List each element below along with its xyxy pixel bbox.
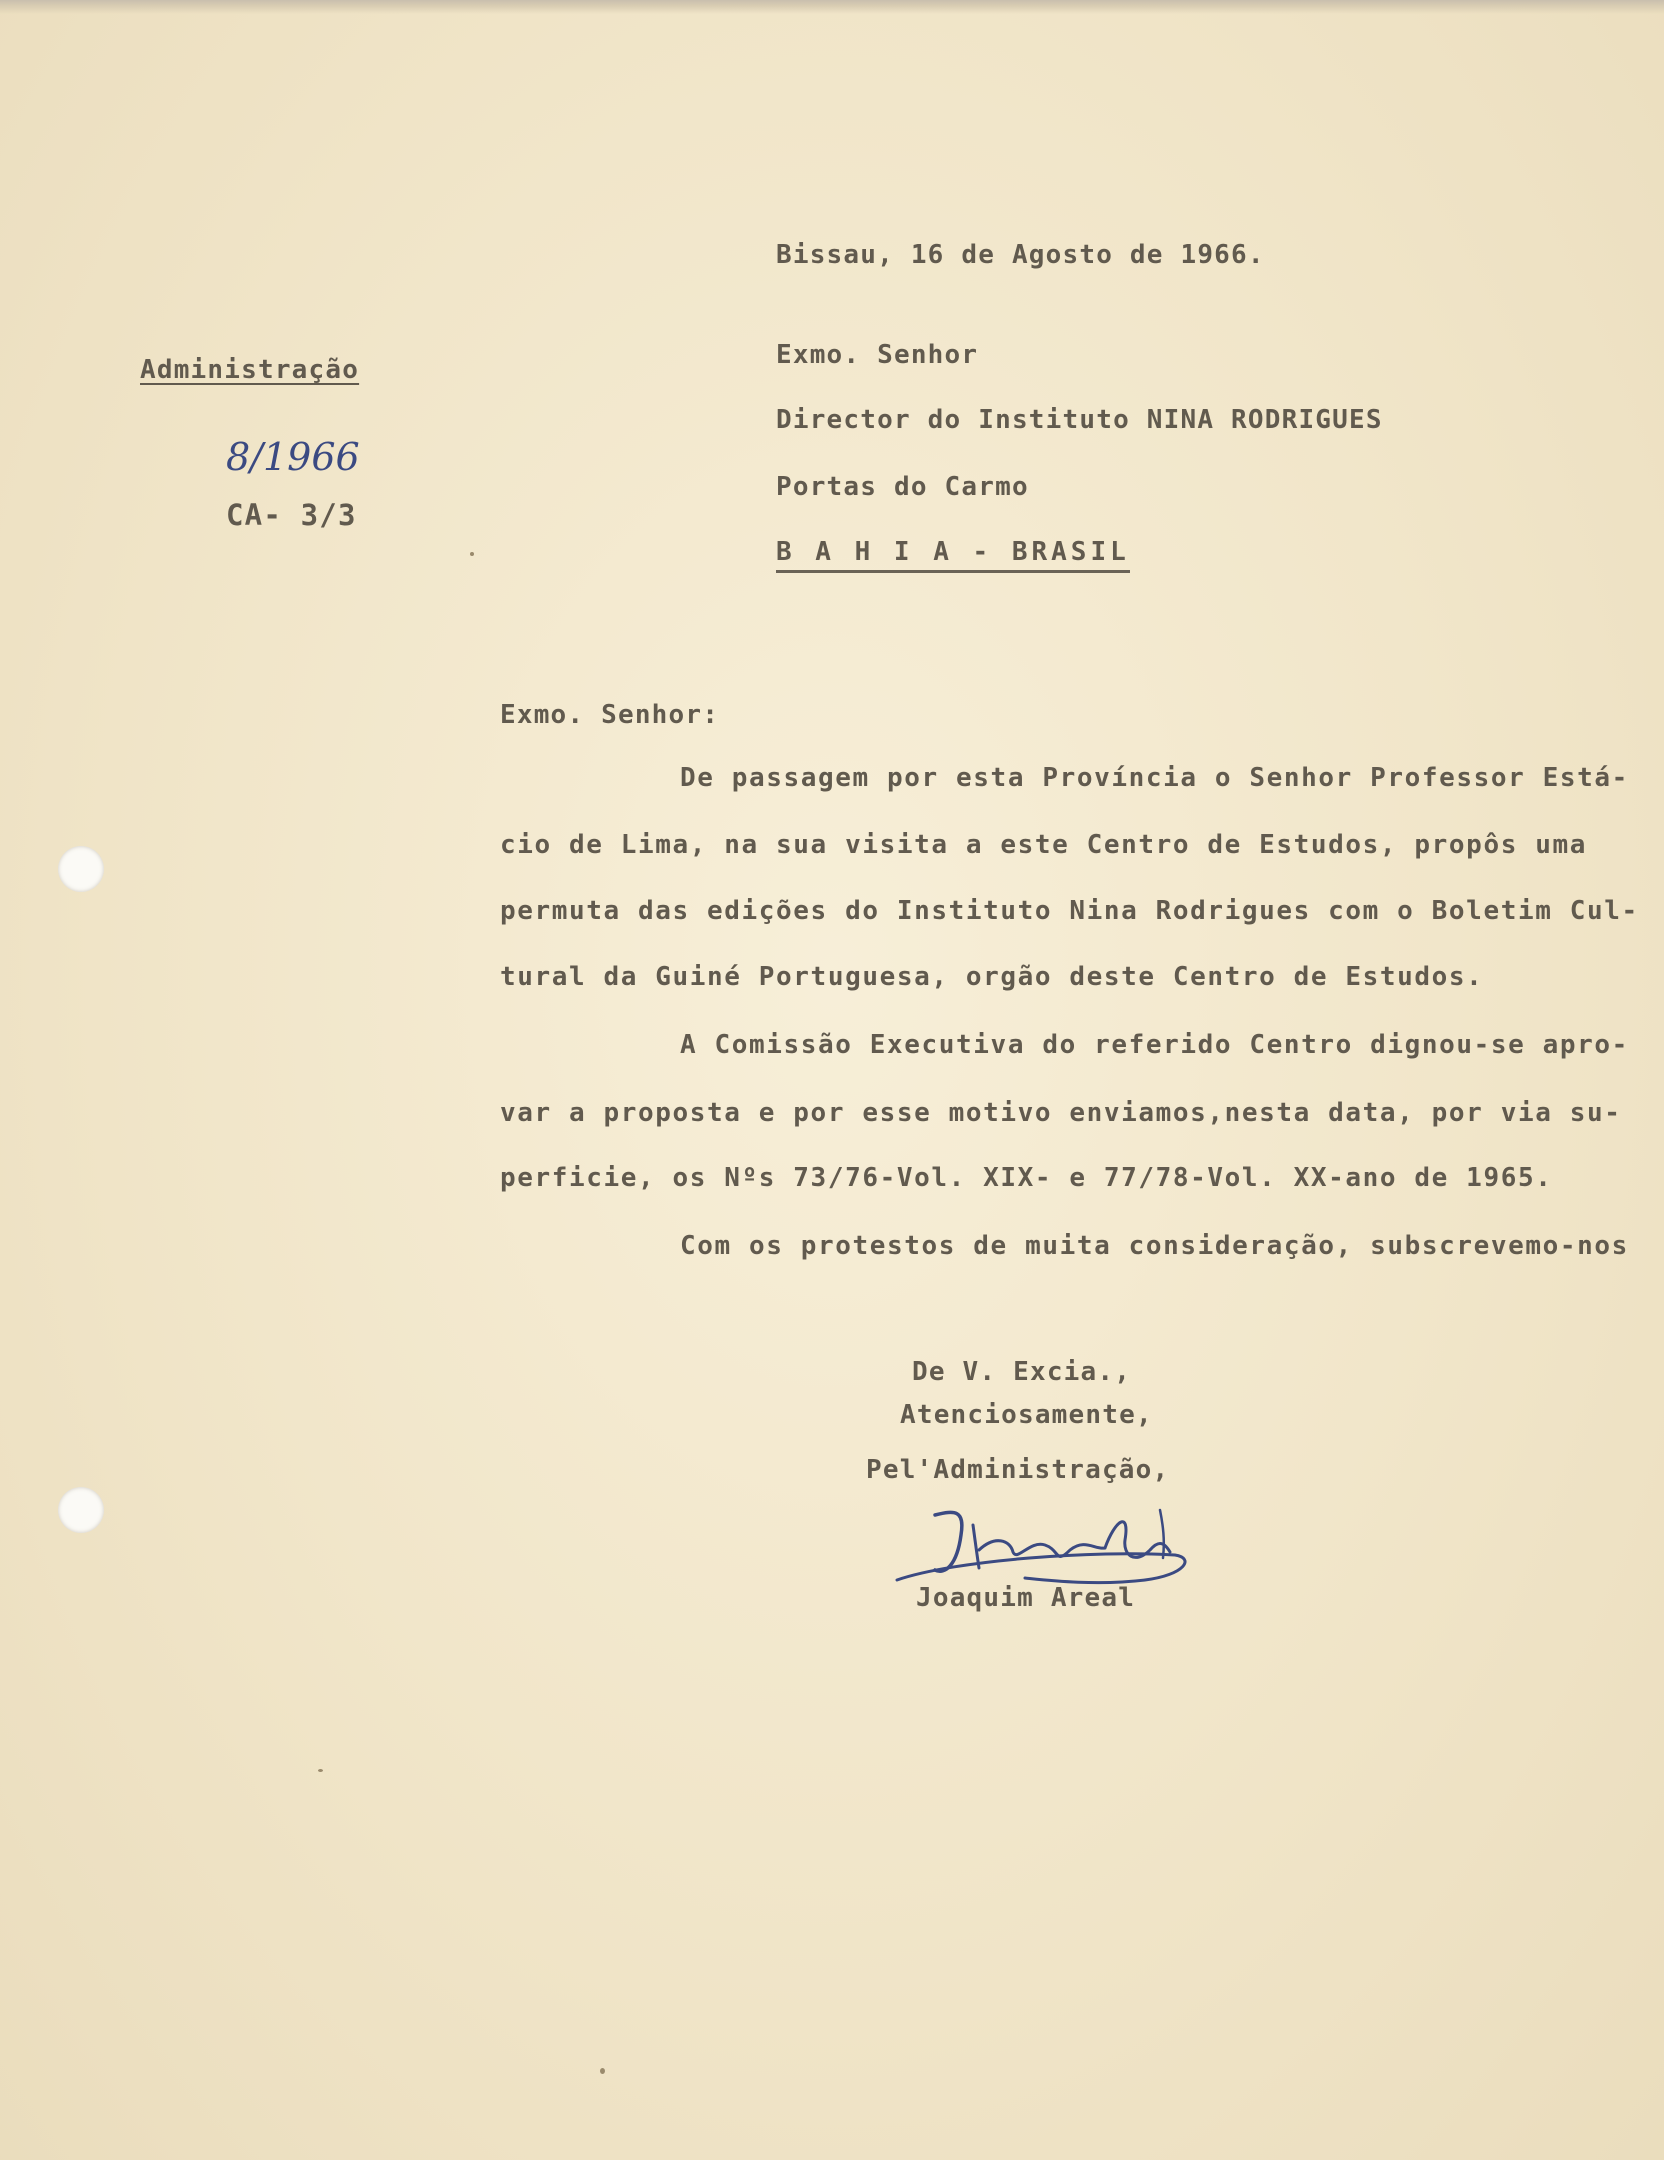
signer-name: Joaquim Areal (916, 1583, 1136, 1613)
paper-speck (600, 2068, 605, 2074)
recipient-location: B A H I A - BRASIL (776, 537, 1130, 573)
closing-line: Pel'Administração, (866, 1455, 1170, 1485)
body-line: perficie, os Nºs 73/76-Vol. XIX- e 77/78-Vol. XX-ano de 1965. (500, 1163, 1553, 1193)
reference-code: CA- 3/3 (226, 498, 357, 532)
body-line: var a proposta e por esse motivo enviamos,nesta data, por via su- (500, 1098, 1622, 1128)
body-line: Com os protestos de muita consideração, subscrevemo-nos (680, 1231, 1629, 1261)
paper-speck (318, 1769, 323, 1772)
body-line: cio de Lima, na sua visita a este Centro de Estudos, propôs uma (500, 830, 1587, 860)
paper-top-edge (0, 0, 1664, 14)
salutation: Exmo. Senhor: (500, 700, 720, 730)
administration-label: Administração (140, 355, 360, 385)
recipient-title: Exmo. Senhor (776, 340, 979, 370)
body-line: De passagem por esta Província o Senhor Professor Está- (680, 763, 1629, 793)
closing-line: De V. Excia., (912, 1357, 1132, 1387)
body-line: tural da Guiné Portuguesa, orgão deste Centro de Estudos. (500, 962, 1484, 992)
recipient-position: Director do Instituto NINA RODRIGUES (776, 405, 1383, 435)
body-line: permuta das edições do Instituto Nina Rodrigues com o Boletim Cul- (500, 896, 1639, 926)
handwritten-reference: 8/1966 (226, 435, 360, 479)
punch-hole (58, 846, 104, 892)
recipient-street: Portas do Carmo (776, 472, 1029, 502)
body-line: A Comissão Executiva do referido Centro dignou-se apro- (680, 1030, 1629, 1060)
punch-hole (58, 1487, 104, 1533)
date-line: Bissau, 16 de Agosto de 1966. (776, 240, 1265, 270)
closing-line: Atenciosamente, (900, 1400, 1153, 1430)
paper-speck (470, 552, 474, 556)
signature-icon (895, 1480, 1215, 1600)
